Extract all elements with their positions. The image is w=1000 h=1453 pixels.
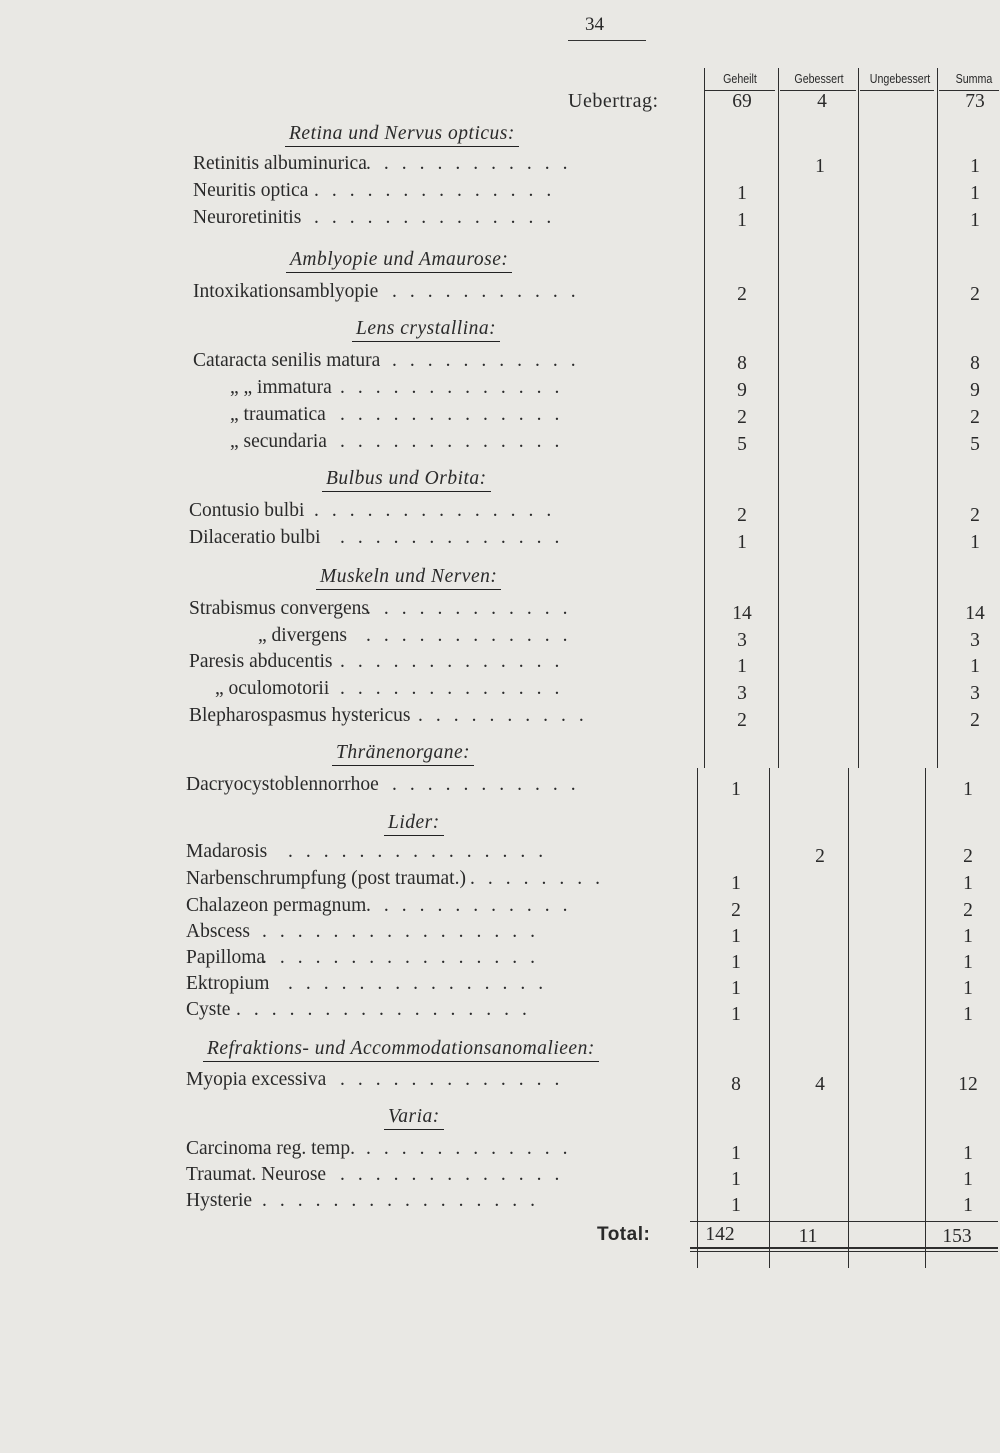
dot-leader: ...............: [288, 841, 557, 862]
dot-leader: .................: [236, 999, 540, 1020]
diagnosis-label: Strabismus convergens: [189, 598, 369, 619]
diagnosis-label: Retinitis albuminurica: [193, 153, 367, 174]
table-row: [0, 350, 1000, 376]
total-label: Total:: [597, 1224, 651, 1245]
dot-leader: ........: [470, 868, 613, 889]
cell-gebessert: 2: [815, 846, 825, 867]
cell-geheilt: 1: [731, 1195, 741, 1216]
dot-leader: .............: [340, 1069, 573, 1090]
table-row: [0, 1190, 1000, 1216]
cell-geheilt: 3: [737, 683, 747, 704]
dot-leader: .............: [340, 678, 573, 699]
cell-geheilt: 1: [731, 779, 741, 800]
table-row: [0, 625, 1000, 651]
cell-summa: 3: [970, 630, 980, 651]
table-row: [0, 207, 1000, 233]
cell-summa: 1: [963, 1004, 973, 1025]
column-header-gebessert: Gebessert: [794, 71, 844, 86]
cell-summa: 1: [963, 1195, 973, 1216]
uebertrag-summa: 73: [965, 91, 985, 112]
cell-summa: 1: [970, 210, 980, 231]
uebertrag-geheilt: 69: [732, 91, 752, 112]
page-number: 34: [585, 14, 604, 35]
diagnosis-label: Dilaceratio bulbi: [189, 527, 321, 548]
table-row: [0, 431, 1000, 457]
dot-leader: .............: [340, 527, 573, 548]
cell-gebessert: 1: [815, 156, 825, 177]
dot-leader: ..............: [314, 207, 565, 228]
cell-geheilt: 1: [731, 952, 741, 973]
diagnosis-label: „ secundaria: [230, 431, 327, 452]
uebertrag-label: Uebertrag:: [568, 90, 659, 112]
diagnosis-label: Myopia excessiva: [186, 1069, 327, 1090]
cell-summa: 8: [970, 353, 980, 374]
uebertrag-gebessert: 4: [817, 91, 827, 112]
cell-summa: 1: [963, 779, 973, 800]
cell-geheilt: 1: [731, 978, 741, 999]
cell-geheilt: 5: [737, 434, 747, 455]
table-row: [0, 404, 1000, 430]
table-row: [0, 678, 1000, 704]
cell-geheilt: 1: [737, 210, 747, 231]
diagnosis-label: Cyste: [186, 999, 231, 1020]
diagnosis-label: Narbenschrumpfung (post traumat.): [186, 868, 466, 889]
diagnosis-label: Neuritis optica: [193, 180, 309, 201]
diagnosis-label: Madarosis: [186, 841, 268, 862]
dot-leader: ............: [366, 895, 581, 916]
section-heading: Varia:: [384, 1106, 444, 1130]
diagnosis-label: „ „ immatura: [230, 377, 332, 398]
diagnosis-label: „ oculomotorii: [215, 678, 330, 699]
diagnosis-label: Hysterie: [186, 1190, 253, 1211]
total-summa: 153: [942, 1226, 972, 1247]
table-row: [0, 868, 1000, 894]
cell-summa: 1: [970, 656, 980, 677]
cell-geheilt: 1: [731, 1004, 741, 1025]
table-row: [0, 527, 1000, 553]
cell-geheilt: 2: [737, 505, 747, 526]
cell-geheilt: 1: [731, 1143, 741, 1164]
dot-leader: ............: [366, 598, 581, 619]
dot-leader: ...........: [392, 350, 589, 371]
table-row: [0, 1138, 1000, 1164]
cell-geheilt: 1: [737, 532, 747, 553]
diagnosis-label: Ektropium: [186, 973, 270, 994]
dot-leader: .............: [340, 651, 573, 672]
cell-summa: 1: [963, 952, 973, 973]
diagnosis-label: Dacryocystoblennorrhoe: [186, 774, 379, 795]
cell-summa: 2: [970, 407, 980, 428]
dot-leader: ............: [366, 625, 581, 646]
column-header-geheilt: Geheilt: [723, 71, 757, 86]
diagnosis-label: Chalazeon permagnum: [186, 895, 367, 916]
dot-leader: ...........: [392, 281, 589, 302]
cell-summa: 5: [970, 434, 980, 455]
cell-geheilt: 2: [731, 900, 741, 921]
cell-summa: 3: [970, 683, 980, 704]
dot-leader: .............: [340, 431, 573, 452]
diagnosis-label: Carcinoma reg. temp.: [186, 1138, 355, 1159]
cell-summa: 1: [963, 1169, 973, 1190]
section-heading: Bulbus und Orbita:: [322, 468, 491, 492]
cell-summa: 2: [970, 284, 980, 305]
cell-geheilt: 2: [737, 284, 747, 305]
cell-geheilt: 8: [731, 1074, 741, 1095]
table-row: [0, 377, 1000, 403]
dot-leader: .............: [340, 377, 573, 398]
column-header-summa: Summa: [955, 71, 993, 86]
dot-leader: ................: [262, 1190, 548, 1211]
section-heading: Lens crystallina:: [352, 318, 500, 342]
cell-summa: 1: [970, 532, 980, 553]
cell-geheilt: 1: [731, 873, 741, 894]
header-rule: [860, 90, 934, 91]
section-heading: Lider:: [384, 812, 444, 836]
cell-summa: 1: [970, 156, 980, 177]
cell-summa: 2: [963, 900, 973, 921]
table-row: [0, 973, 1000, 999]
cell-summa: 2: [963, 846, 973, 867]
total-rule-bottom: [690, 1251, 998, 1252]
total-rule-top: [690, 1221, 998, 1222]
cell-summa: 1: [963, 926, 973, 947]
section-heading: Retina und Nervus opticus:: [285, 123, 519, 147]
cell-geheilt: 2: [737, 710, 747, 731]
dot-leader: .............: [340, 1164, 573, 1185]
cell-summa: 2: [970, 505, 980, 526]
table-row: [0, 921, 1000, 947]
cell-summa: 1: [963, 873, 973, 894]
cell-geheilt: 8: [737, 353, 747, 374]
diagnosis-label: Paresis abducentis: [189, 651, 333, 672]
section-heading: Muskeln und Nerven:: [316, 566, 501, 590]
cell-geheilt: 1: [731, 1169, 741, 1190]
table-row: [0, 1069, 1000, 1095]
cell-summa: 14: [965, 603, 985, 624]
cell-summa: 1: [963, 1143, 973, 1164]
diagnosis-label: Contusio bulbi: [189, 500, 305, 521]
cell-geheilt: 1: [737, 656, 747, 677]
diagnosis-label: Intoxikationsamblyopie: [193, 281, 379, 302]
table-row: [0, 180, 1000, 206]
cell-geheilt: 9: [737, 380, 747, 401]
dot-leader: ............: [366, 1138, 581, 1159]
dot-leader: .............: [340, 404, 573, 425]
dot-leader: ..............: [314, 180, 565, 201]
section-heading: Amblyopie und Amaurose:: [286, 249, 512, 273]
dot-leader: ..............: [314, 500, 565, 521]
cell-summa: 1: [970, 183, 980, 204]
table-row: [0, 774, 1000, 800]
dot-leader: ...............: [288, 973, 557, 994]
section-heading: Thränenorgane:: [332, 742, 474, 766]
cell-geheilt: 3: [737, 630, 747, 651]
cell-geheilt: 1: [737, 183, 747, 204]
diagnosis-label: Traumat. Neurose: [186, 1164, 327, 1185]
page-number-rule: [568, 40, 646, 41]
column-header-ungebessert: Ungebessert: [869, 71, 931, 86]
total-geheilt: 142: [705, 1224, 735, 1245]
table-row: [0, 153, 1000, 179]
dot-leader: ................: [262, 921, 548, 942]
table-row: [0, 651, 1000, 677]
cell-summa: 9: [970, 380, 980, 401]
cell-geheilt: 14: [732, 603, 752, 624]
diagnosis-label: „ traumatica: [230, 404, 326, 425]
table-row: [0, 281, 1000, 307]
cell-summa: 2: [970, 710, 980, 731]
cell-summa: 1: [963, 978, 973, 999]
dot-leader: ................: [262, 947, 548, 968]
diagnosis-label: Neuroretinitis: [193, 207, 302, 228]
table-row: [0, 895, 1000, 921]
dot-leader: ..........: [418, 705, 597, 726]
diagnosis-label: Papilloma: [186, 947, 266, 968]
cell-summa: 12: [958, 1074, 978, 1095]
table-row: [0, 705, 1000, 731]
dot-leader: ............: [366, 153, 581, 174]
table-row: [0, 947, 1000, 973]
diagnosis-label: Blepharospasmus hystericus: [189, 705, 411, 726]
table-row: [0, 1164, 1000, 1190]
diagnosis-label: Cataracta senilis matura: [193, 350, 381, 371]
diagnosis-label: „ divergens: [258, 625, 347, 646]
section-heading: Refraktions- und Accommodationsanomalieen:: [203, 1038, 599, 1062]
table-row: [0, 500, 1000, 526]
table-row: [0, 598, 1000, 624]
dot-leader: ...........: [392, 774, 589, 795]
table-row: [0, 841, 1000, 867]
cell-geheilt: 2: [737, 407, 747, 428]
table-row: [0, 999, 1000, 1025]
total-gebessert: 11: [798, 1226, 818, 1247]
cell-gebessert: 4: [815, 1074, 825, 1095]
cell-geheilt: 1: [731, 926, 741, 947]
diagnosis-label: Abscess: [186, 921, 250, 942]
